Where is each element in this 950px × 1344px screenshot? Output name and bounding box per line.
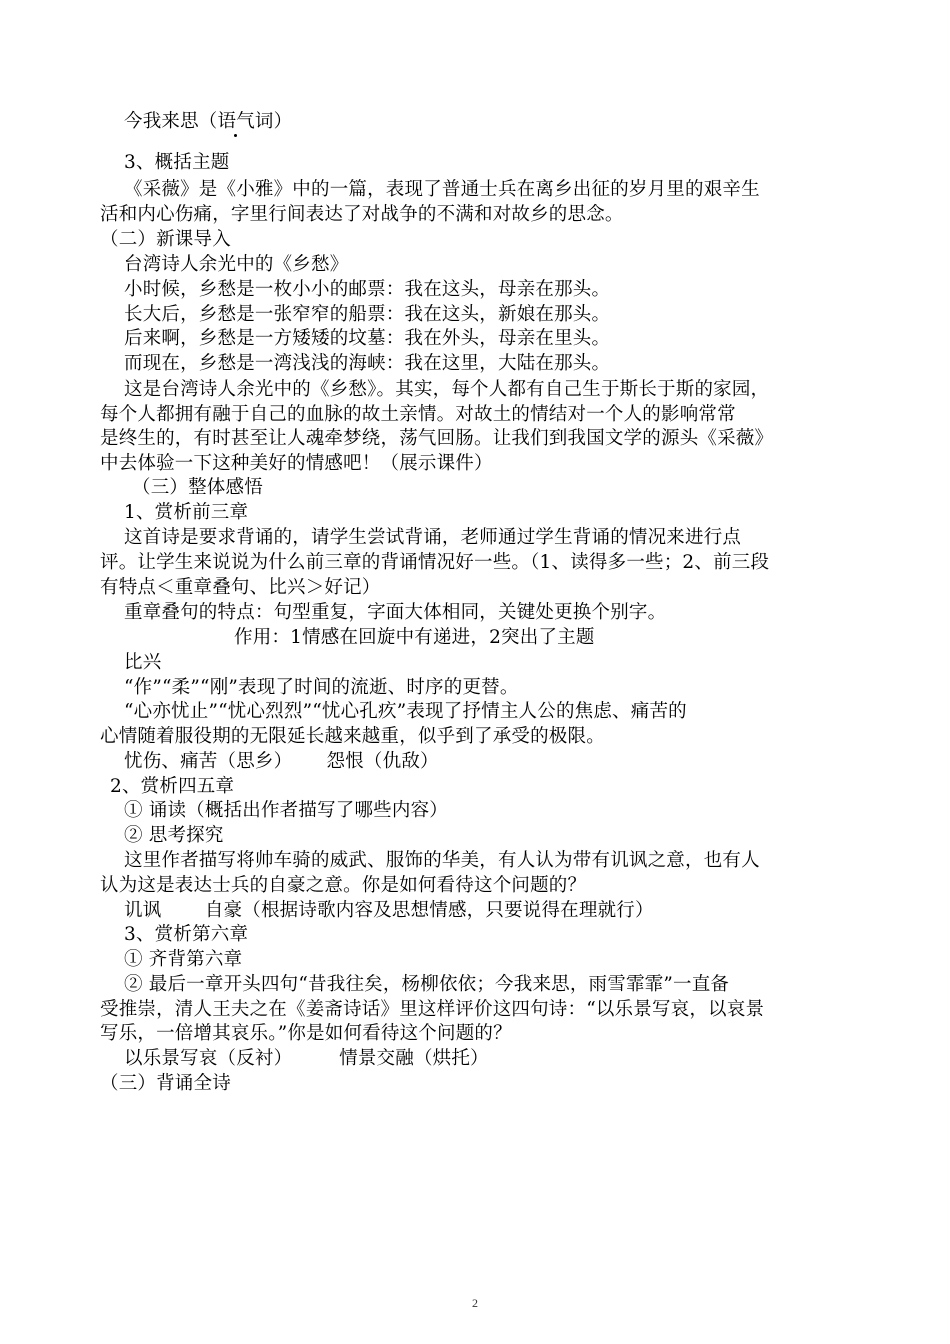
text-line: 台湾诗人余光中的《乡愁》	[124, 254, 349, 275]
text-line: 这首诗是要求背诵的，请学生尝试背诵，老师通过学生背诵的情况来进行点	[124, 527, 742, 548]
poem-line: 长大后，乡愁是一张窄窄的船票：我在这头，新娘在那头。	[124, 304, 611, 325]
section-heading: （三）整体感悟	[132, 477, 263, 498]
text-line: 作用：1情感在回旋中有递进，2突出了主题	[234, 627, 595, 648]
poem-line: 而现在，乡愁是一湾浅浅的海峡：我在这里，大陆在那头。	[124, 353, 611, 374]
text-line: 以乐景写哀（反衬） 情景交融（烘托）	[124, 1048, 489, 1069]
poem-line: 后来啊，乡愁是一方矮矮的坟墓：我在外头，母亲在里头。	[124, 328, 611, 349]
text-line: “心亦忧止”“忧心烈烈”“忧心孔疚”表现了抒情主人公的焦虑、痛苦的	[124, 701, 687, 722]
section-heading: 3、概括主题	[124, 152, 230, 173]
section-heading: （二）新课导入	[100, 229, 231, 250]
section-heading: 1、赏析前三章	[124, 502, 249, 523]
text-line: 写乐，一倍增其哀乐。”你是如何看待这个问题的？	[100, 1023, 512, 1044]
text-line: 这是台湾诗人余光中的《乡愁》。其实，每个人都有自己生于斯长于斯的家园，	[124, 379, 770, 400]
text-line: 今我来思（语气词）	[124, 111, 293, 132]
text-line: 忧伤、痛苦（思乡） 怨恨（仇敌）	[124, 751, 439, 772]
text-line: 是终生的，有时甚至让人魂牵梦绕，荡气回肠。让我们到我国文学的源头《采薇》	[100, 428, 774, 449]
text-line: 每个人都拥有融于自己的血脉的故土亲情。对故土的情结对一个人的影响常常	[100, 404, 736, 425]
text-line: 比兴	[124, 652, 162, 673]
text-line: 评。让学生来说说为什么前三章的背诵情况好一些。（1、读得多一些；2、前三段	[100, 552, 770, 573]
section-heading: （三）背诵全诗	[100, 1073, 231, 1094]
section-heading: 2、赏析四五章	[110, 776, 235, 797]
page-number: 2	[472, 1296, 478, 1310]
list-item: ② 最后一章开头四句“昔我往矣，杨柳依依；今我来思，雨雪霏霏”一直备	[124, 974, 730, 995]
text-line: 中去体验一下这种美好的情感吧！（展示课件）	[100, 453, 493, 474]
poem-line: 小时候，乡愁是一枚小小的邮票：我在这头，母亲在那头。	[124, 279, 611, 300]
text-line: 这里作者描写将帅车骑的威武、服饰的华美，有人认为带有讥讽之意，也有人	[124, 850, 760, 871]
text-line: 有特点＜重章叠句、比兴＞好记）	[100, 577, 381, 598]
emphasis-dot	[234, 134, 237, 137]
text-line: “作”“柔”“刚”表现了时间的流逝、时序的更替。	[124, 677, 519, 698]
text-line: 活和内心伤痛，字里行间表达了对战争的不满和对故乡的思念。	[100, 204, 624, 225]
list-item: ② 思考探究	[124, 825, 224, 846]
text-line: 《采薇》是《小雅》中的一篇，表现了普通士兵在离乡出征的岁月里的艰辛生	[124, 179, 760, 200]
section-heading: 3、赏析第六章	[124, 924, 249, 945]
text-line: 重章叠句的特点：句型重复，字面大体相同，关键处更换个别字。	[124, 602, 667, 623]
text-line: 认为这是表达士兵的自豪之意。你是如何看待这个问题的？	[100, 875, 587, 896]
text-line: 讥讽 自豪（根据诗歌内容及思想情感，只要说得在理就行）	[124, 900, 654, 921]
text-line: 心情随着服役期的无限延长越来越重，似乎到了承受的极限。	[100, 726, 605, 747]
list-item: ① 诵读（概括出作者描写了哪些内容）	[124, 800, 448, 821]
text-line: 受推崇，清人王夫之在《姜斋诗话》里这样评价这四句诗：“以乐景写哀，以哀景	[100, 999, 765, 1020]
list-item: ① 齐背第六章	[124, 949, 243, 970]
